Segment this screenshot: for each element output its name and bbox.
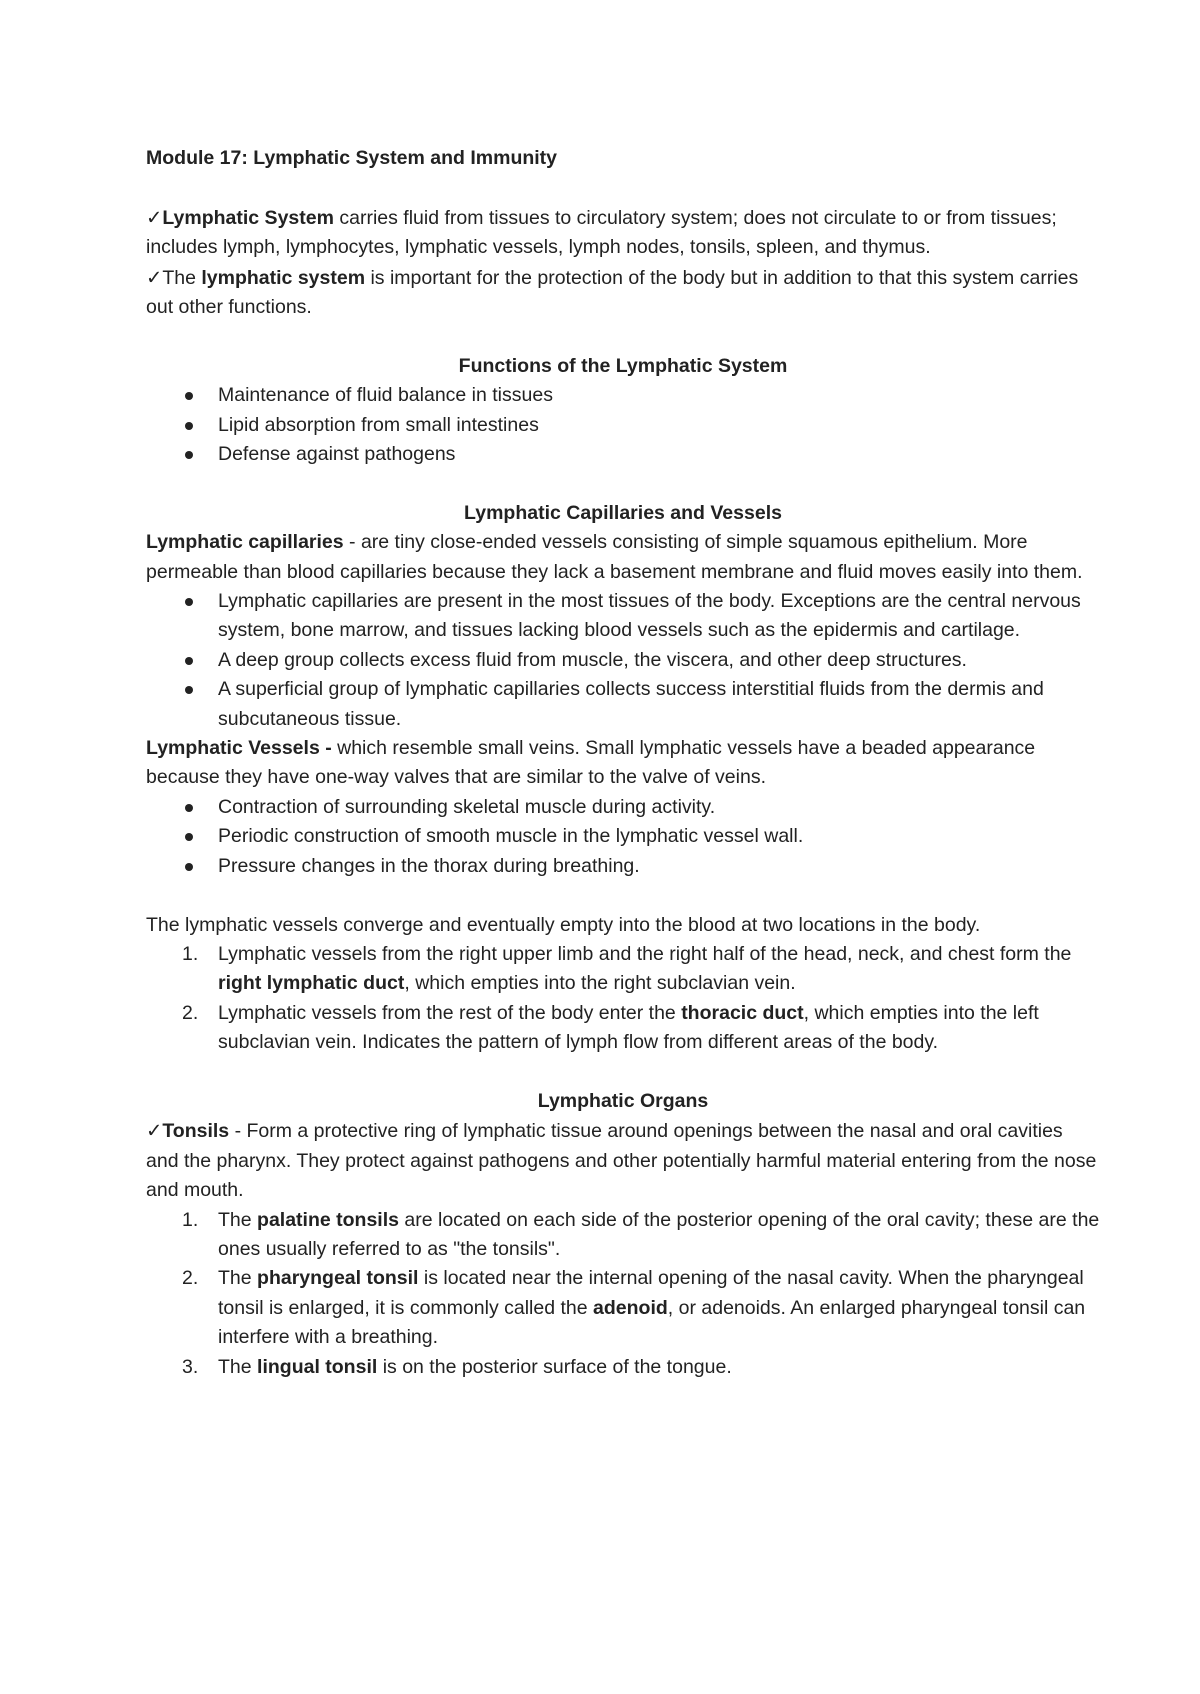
list-item: A deep group collects excess fluid from muscle, the viscera, and other deep structures. bbox=[146, 646, 1100, 675]
intro-paragraph-2 bbox=[146, 263, 1100, 323]
tonsils-paragraph bbox=[146, 1116, 1100, 1205]
intro-text: is important for the protection of the body but in addition to that this system carries out other functions. bbox=[146, 266, 1079, 319]
item-text: is located near the internal opening of the nasal cavity. When the pharyngeal tonsil is enlarged, it is commonly called the bbox=[218, 1267, 1084, 1319]
item-bold-term: palatine tonsils bbox=[257, 1208, 399, 1231]
list-item: Contraction of surrounding skeletal muscle during activity. bbox=[146, 793, 1100, 822]
item-number: 2. bbox=[182, 1001, 199, 1024]
converge-list bbox=[146, 940, 1100, 1058]
vessels-paragraph bbox=[146, 734, 1100, 793]
section-heading-capillaries: Lymphatic Capillaries and Vessels bbox=[464, 501, 782, 524]
item-bold-term: lingual tonsil bbox=[257, 1355, 378, 1378]
item-number: 1. bbox=[182, 942, 199, 965]
tonsils-list bbox=[146, 1206, 1100, 1382]
checkmark-icon: ✓ bbox=[146, 205, 163, 229]
item-bold-term: right lymphatic duct bbox=[218, 972, 405, 995]
vessels-term: Lymphatic Vessels - bbox=[146, 737, 332, 760]
functions-list bbox=[146, 381, 1100, 469]
spacer bbox=[146, 1058, 1100, 1087]
tonsils-term: Tonsils bbox=[162, 1120, 230, 1143]
item-text: , which empties into the left subclavian vein. Indicates the pattern of lymph flow from different areas of the body. bbox=[218, 1001, 1039, 1054]
item-bold-term: adenoid bbox=[593, 1296, 668, 1319]
item-text: , or adenoids. An enlarged pharyngeal tonsil can interfere with a breathing. bbox=[218, 1296, 1086, 1349]
intro-prefix: The bbox=[162, 266, 202, 289]
converge-paragraph: The lymphatic vessels converge and eventually empty into the blood at two locations in the body. bbox=[146, 913, 981, 936]
list-item: Lymphatic capillaries are present in the most tissues of the body. Exceptions are the central nervous system, bone marrow, and tissues lacking blood vessels such as the epidermis and cartilage. bbox=[146, 587, 1100, 646]
item-number: 2. bbox=[182, 1267, 199, 1290]
intro-bold-term: lymphatic system bbox=[201, 266, 366, 289]
spacer bbox=[146, 322, 1100, 351]
page-title: Module 17: Lymphatic System and Immunity bbox=[146, 147, 558, 169]
list-item: Lipid absorption from small intestines bbox=[146, 411, 1100, 440]
intro-text: carries fluid from tissues to circulatory system; does not circulate to or from tissues; includes lymph, lymphocytes, lymphatic vessels, lymph nodes, tonsils, spleen, and thymus. bbox=[146, 206, 1057, 259]
numbered-item bbox=[146, 999, 1100, 1058]
spacer bbox=[146, 881, 1100, 910]
item-text: The bbox=[218, 1208, 258, 1231]
item-text: Lymphatic vessels from the right upper limb and the right half of the head, neck, and chest form the bbox=[218, 942, 1072, 965]
numbered-item bbox=[146, 1353, 1100, 1382]
numbered-item bbox=[146, 940, 1100, 999]
capillaries-text: - are tiny close-ended vessels consisting of simple squamous epithelium. More permeable than blood capillaries because they lack a basement membrane and fluid moves easily into them. bbox=[146, 531, 1083, 583]
item-number: 3. bbox=[182, 1355, 199, 1378]
section-heading-organs: Lymphatic Organs bbox=[537, 1089, 709, 1112]
vessels-text: which resemble small veins. Small lymphatic vessels have a beaded appearance because they have one-way valves that are similar to the valve of veins. bbox=[146, 737, 1036, 789]
list-item: Maintenance of fluid balance in tissues bbox=[146, 381, 1100, 410]
checkmark-icon: ✓ bbox=[146, 265, 163, 289]
numbered-item bbox=[146, 1264, 1100, 1352]
numbered-item bbox=[146, 1206, 1100, 1265]
intro-paragraph-1 bbox=[146, 203, 1100, 263]
list-item: Periodic construction of smooth muscle in the lymphatic vessel wall. bbox=[146, 822, 1100, 851]
section-heading-functions: Functions of the Lymphatic System bbox=[458, 354, 788, 377]
vessels-list bbox=[146, 793, 1100, 881]
item-bold-term: thoracic duct bbox=[681, 1001, 804, 1024]
item-text: Lymphatic vessels from the rest of the body enter the bbox=[218, 1001, 682, 1024]
capillaries-term: Lymphatic capillaries bbox=[146, 531, 344, 554]
capillaries-list bbox=[146, 587, 1100, 734]
item-text: are located on each side of the posterior opening of the oral cavity; these are the ones usually referred to as "the tonsils". bbox=[218, 1208, 1100, 1260]
spacer bbox=[146, 469, 1100, 498]
intro-bold-term: Lymphatic System bbox=[162, 206, 334, 229]
item-text: , which empties into the right subclavian vein. bbox=[404, 972, 796, 995]
spacer bbox=[146, 173, 1100, 202]
list-item: Pressure changes in the thorax during breathing. bbox=[146, 852, 1100, 881]
item-text: The bbox=[218, 1267, 258, 1290]
checkmark-icon: ✓ bbox=[146, 1119, 163, 1143]
tonsils-text: - Form a protective ring of lymphatic tissue around openings between the nasal and oral cavities and the pharynx. They protect against pathogens and other potentially harmful material entering from the nose and mouth. bbox=[146, 1120, 1097, 1202]
item-bold-term: pharyngeal tonsil bbox=[257, 1267, 419, 1290]
list-item: Defense against pathogens bbox=[146, 440, 1100, 469]
item-text: is on the posterior surface of the tongue. bbox=[377, 1355, 732, 1378]
item-text: The bbox=[218, 1355, 258, 1378]
list-item: A superficial group of lymphatic capillaries collects success interstitial fluids from the dermis and subcutaneous tissue. bbox=[146, 675, 1100, 734]
capillaries-paragraph bbox=[146, 528, 1100, 587]
item-number: 1. bbox=[182, 1208, 199, 1231]
